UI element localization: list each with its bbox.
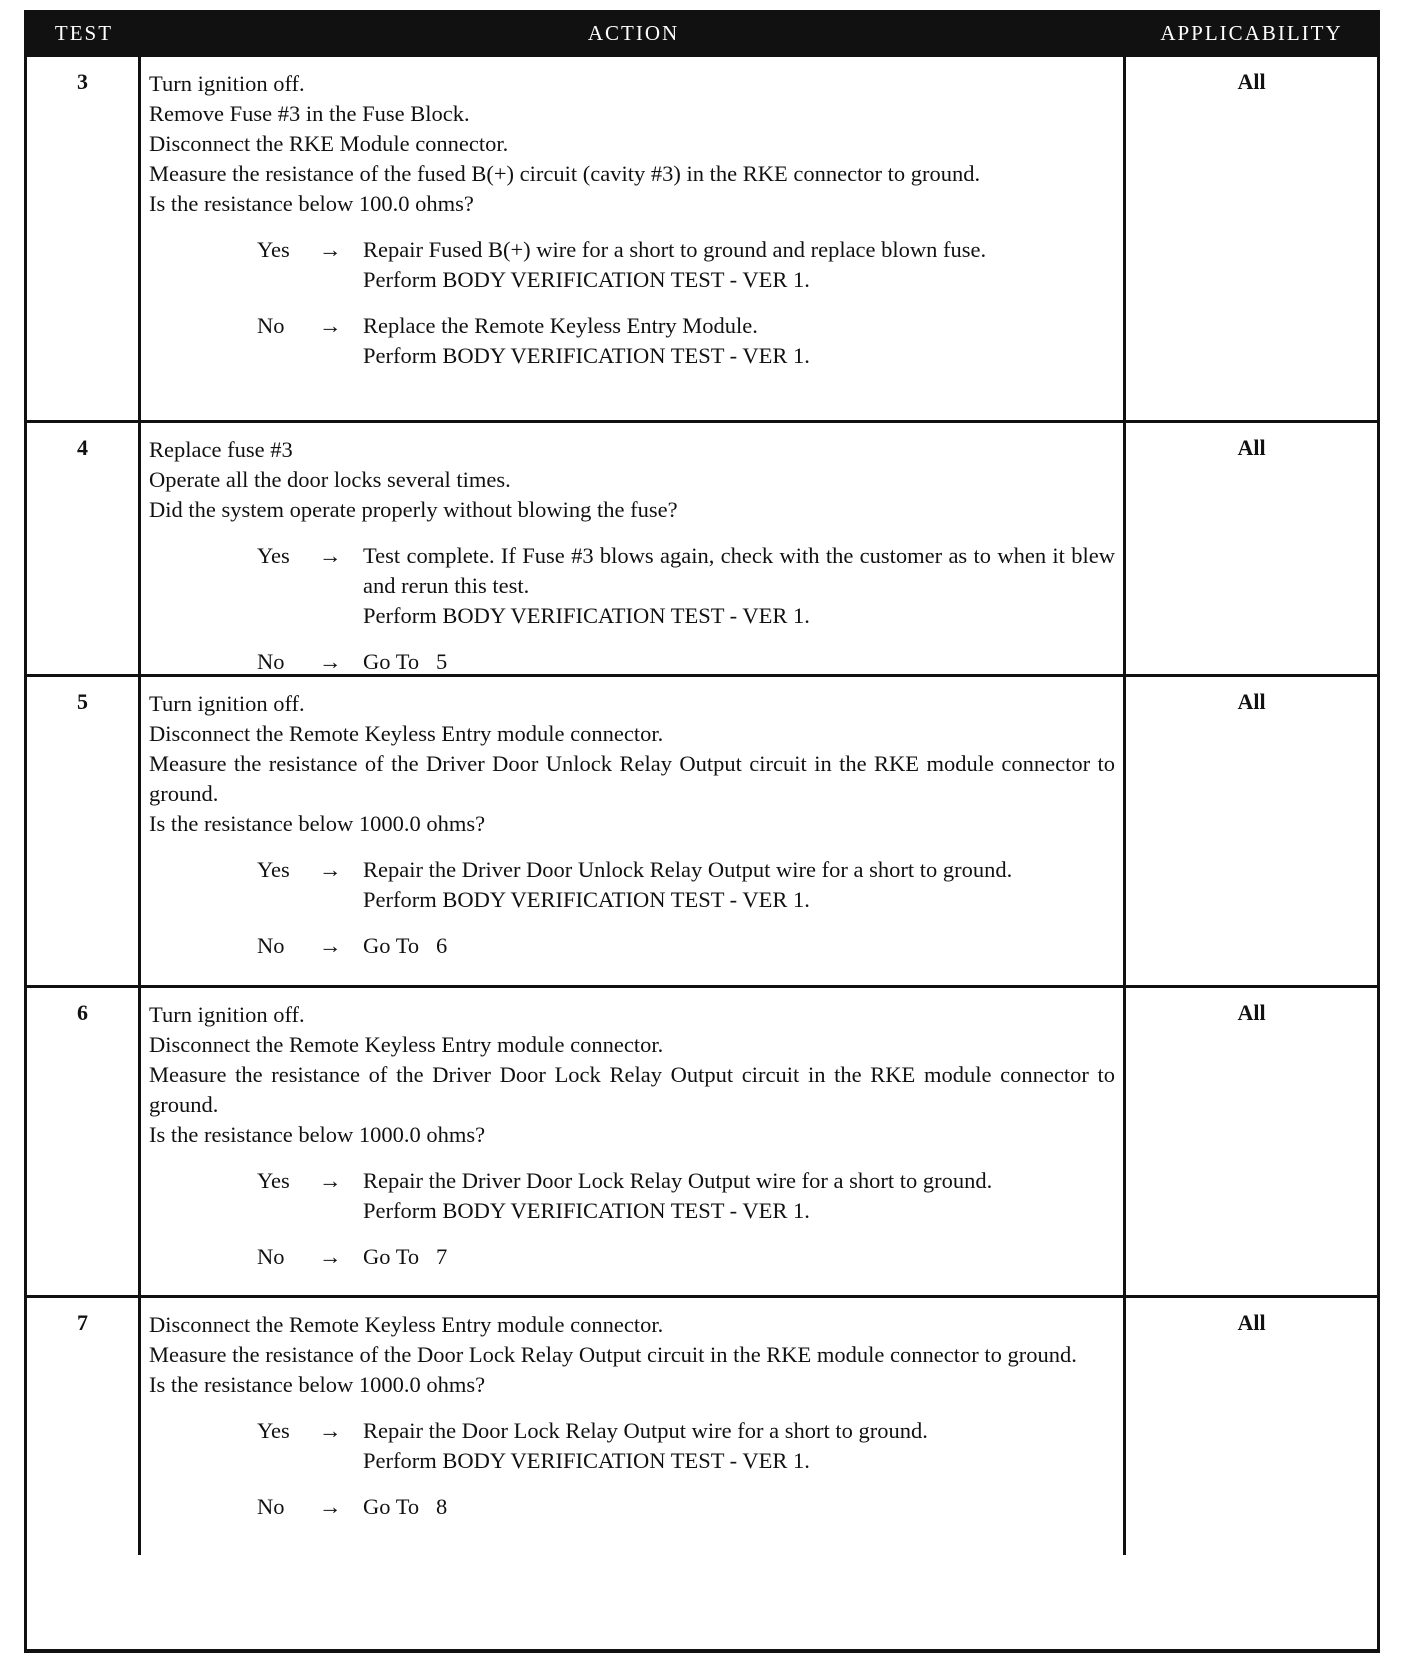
yes-result: [363, 1166, 1115, 1226]
no-branch: [257, 931, 1115, 961]
action-step: Is the resistance below 100.0 ohms?: [149, 191, 474, 216]
yes-result: [363, 855, 1115, 915]
applicability-cell: All: [1237, 1000, 1266, 1025]
header-action: ACTION: [587, 21, 680, 45]
action-step: Operate all the door locks several times.: [149, 467, 511, 492]
yes-result-line: Repair the Driver Door Unlock Relay Output wire for a short to ground.: [363, 857, 1013, 882]
arrow-right-icon: →: [319, 1168, 342, 1193]
yes-result-line: Perform BODY VERIFICATION TEST - VER 1.: [363, 267, 810, 292]
action-cell: [141, 677, 1126, 985]
test-number: 3: [27, 57, 141, 420]
applicability-cell: All: [1237, 689, 1266, 714]
yes-branch: [257, 1416, 1115, 1476]
yes-result-line: Repair the Door Lock Relay Output wire for a short to ground.: [363, 1418, 928, 1443]
action-step: Disconnect the RKE Module connector.: [149, 131, 509, 156]
no-result-line: Go To 8: [363, 1494, 448, 1519]
arrow-right-icon: →: [319, 313, 342, 338]
yes-result-line: Perform BODY VERIFICATION TEST - VER 1.: [363, 1198, 810, 1223]
action-step: Measure the resistance of the fused B(+) circuit (cavity #3) in the RKE connector to ground.: [149, 161, 981, 186]
arrow-right-icon: →: [319, 543, 342, 568]
no-label: No: [257, 649, 285, 674]
action-cell: [141, 423, 1126, 674]
yes-branch: [257, 235, 1115, 295]
applicability-cell: All: [1237, 435, 1266, 460]
arrow-right-icon: →: [319, 1418, 342, 1443]
no-label: No: [257, 933, 285, 958]
yes-result-line: Repair the Driver Door Lock Relay Output wire for a short to ground.: [363, 1168, 993, 1193]
no-result-line: Go To 5: [363, 649, 448, 674]
action-step: Is the resistance below 1000.0 ohms?: [149, 1372, 486, 1397]
table-header: [27, 13, 1377, 54]
yes-result: [363, 235, 1115, 295]
action-step: Measure the resistance of the Driver Door Unlock Relay Output circuit in the RKE module connector to ground.: [149, 751, 1115, 806]
diagnostic-table: [24, 10, 1380, 1653]
action-cell: [141, 988, 1126, 1295]
action-step: Is the resistance below 1000.0 ohms?: [149, 1122, 486, 1147]
yes-result: [363, 1416, 1115, 1476]
table-body: [27, 54, 1377, 1555]
no-result: [363, 647, 1115, 677]
no-branch: [257, 1242, 1115, 1272]
arrow-right-icon: →: [319, 649, 342, 674]
yes-result-line: Test complete. If Fuse #3 blows again, check with the customer as to when it blew and rerun this test.: [363, 543, 1121, 598]
action-step: Turn ignition off.: [149, 691, 305, 716]
no-branch: [257, 1492, 1115, 1522]
yes-label: Yes: [257, 857, 290, 882]
yes-result-line: Perform BODY VERIFICATION TEST - VER 1.: [363, 603, 810, 628]
action-step: Replace fuse #3: [149, 437, 293, 462]
table-row: [27, 1295, 1377, 1555]
no-result-line: Replace the Remote Keyless Entry Module.: [363, 313, 758, 338]
arrow-right-icon: →: [319, 1244, 342, 1269]
header-applicability: APPLICABILITY: [1160, 21, 1343, 45]
no-result-line: Go To 6: [363, 933, 448, 958]
action-step: Measure the resistance of the Driver Door Lock Relay Output circuit in the RKE module connector to ground.: [149, 1062, 1115, 1117]
no-result: [363, 931, 1115, 961]
action-step: Measure the resistance of the Door Lock Relay Output circuit in the RKE module connector to ground.: [149, 1342, 1077, 1367]
arrow-right-icon: →: [319, 933, 342, 958]
arrow-right-icon: →: [319, 857, 342, 882]
no-result-line: Perform BODY VERIFICATION TEST - VER 1.: [363, 343, 810, 368]
header-test: TEST: [54, 21, 114, 45]
test-number: 4: [27, 423, 141, 674]
action-step: Is the resistance below 1000.0 ohms?: [149, 811, 486, 836]
yes-result-line: Repair Fused B(+) wire for a short to ground and replace blown fuse.: [363, 237, 987, 262]
yes-label: Yes: [257, 543, 290, 568]
yes-branch: [257, 855, 1115, 915]
test-number: 7: [27, 1298, 141, 1555]
table-row: [27, 54, 1377, 420]
action-step: Did the system operate properly without blowing the fuse?: [149, 497, 678, 522]
action-cell: [141, 1298, 1126, 1555]
action-cell: [141, 57, 1126, 420]
no-result: [363, 1492, 1115, 1522]
no-result-line: Go To 7: [363, 1244, 448, 1269]
action-step: Disconnect the Remote Keyless Entry module connector.: [149, 721, 664, 746]
table-row: [27, 674, 1377, 985]
action-step: Turn ignition off.: [149, 71, 305, 96]
no-label: No: [257, 1244, 285, 1269]
no-label: No: [257, 313, 285, 338]
action-step: Disconnect the Remote Keyless Entry module connector.: [149, 1032, 664, 1057]
action-step: Remove Fuse #3 in the Fuse Block.: [149, 101, 470, 126]
test-number: 5: [27, 677, 141, 985]
yes-label: Yes: [257, 1418, 290, 1443]
yes-result-line: Perform BODY VERIFICATION TEST - VER 1.: [363, 887, 810, 912]
yes-label: Yes: [257, 1168, 290, 1193]
table-row: [27, 985, 1377, 1295]
yes-branch: [257, 541, 1121, 631]
applicability-cell: All: [1237, 69, 1266, 94]
yes-label: Yes: [257, 237, 290, 262]
test-number: 6: [27, 988, 141, 1295]
arrow-right-icon: →: [319, 1494, 342, 1519]
no-result: [363, 1242, 1115, 1272]
action-step: Disconnect the Remote Keyless Entry module connector.: [149, 1312, 664, 1337]
no-branch: [257, 647, 1115, 677]
table-row: [27, 420, 1377, 674]
applicability-cell: All: [1237, 1310, 1266, 1335]
action-step: Turn ignition off.: [149, 1002, 305, 1027]
no-label: No: [257, 1494, 285, 1519]
yes-result: [363, 541, 1121, 631]
no-result: [363, 311, 1115, 371]
yes-result-line: Perform BODY VERIFICATION TEST - VER 1.: [363, 1448, 810, 1473]
yes-branch: [257, 1166, 1115, 1226]
arrow-right-icon: →: [319, 237, 342, 262]
no-branch: [257, 311, 1115, 371]
